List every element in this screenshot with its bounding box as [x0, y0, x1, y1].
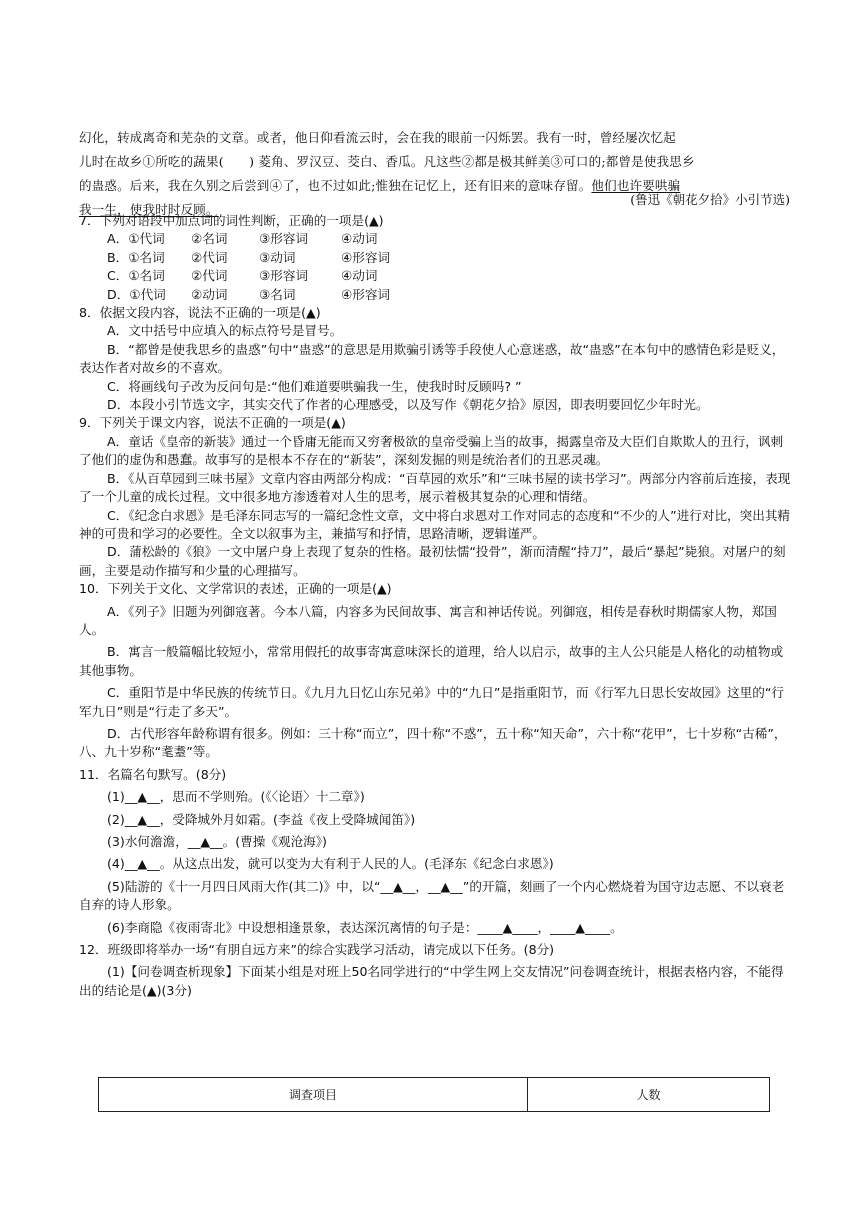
question-9-stem: 9．下列关于课文内容，说法不正确的一项是(▲) — [79, 415, 346, 431]
q11-item-1: (1)__▲__，思而不学则殆。(《〈论语〉十二章》) — [107, 789, 365, 805]
passage-line: 儿时在故乡①所吃的蔬果( ) 菱角、罗汉豆、茭白、香瓜。凡这些②都是极其鲜美③可口的;都曾是使我思乡 — [79, 154, 695, 169]
q8-option-b: B．“都曾是使我思乡的蛊惑”句中“蛊惑”的意思是用欺骗引诱等手段使人心意迷惑，故“蛊惑”在本句中的感情色彩是贬义，表达作者对故乡的不喜欢。 — [79, 341, 785, 376]
q8-option-a: A．文中括号中应填入的标点符号是冒号。 — [107, 323, 343, 339]
table-header-row — [99, 1078, 770, 1112]
question-7-stem: 7．下列对语段中加点词的词性判断，正确的一项是(▲) — [79, 213, 384, 228]
question-11-stem: 11．名篇名句默写。(8分) — [79, 766, 227, 782]
table-header-cell: 调查项目 — [99, 1078, 528, 1112]
q7-option-c: C．①名词 ②代词 ③形容词 ④动词 — [107, 268, 378, 284]
q8-option-d: D．本段小引节选文字，其实交代了作者的心理感受，以及写作《朝花夕拾》原因，即表明要回忆少年时光。 — [107, 397, 709, 413]
q11-item-5: (5)陆游的《十一月四日风雨大作(其二)》中，以“__▲__，__▲__”的开篇，刻画了一个内心燃烧着为国守边志愿、不以衰老自弃的诗人形象。 — [79, 878, 785, 913]
q7-option-b: B．①名词 ②代词 ③动词 ④形容词 — [107, 249, 391, 265]
table-header-cell: 人数 — [528, 1078, 770, 1112]
underlined-sentence: 他们也许要哄骗 — [591, 178, 681, 193]
q11-item-2: (2)__▲__，受降城外月如霜。(李益《夜上受降城闻笛》) — [107, 811, 416, 827]
q10-option-c: C．重阳节是中华民族的传统节日。《九月九日忆山东兄弟》中的“九日”是指重阳节，而《行军九日思长安故园》这里的“行军九日”则是“行走了多天”。 — [79, 685, 784, 719]
question-8-stem: 8．依据文段内容，说法不正确的一项是(▲) — [79, 305, 321, 321]
q11-item-3: (3)水何澹澹，__▲__。(曹操《观沧海》) — [107, 834, 327, 849]
q10-option-a: A．《列子》旧题为列御寇著。今本八篇，内容多为民间故事、寓言和神话传说。列御寇，相传是春秋时期儒家人物，郑国人。 — [79, 603, 777, 637]
q9-option-d: D．蒲松龄的《狼》一文中屠户身上表现了复杂的性格。最初怯懦“投骨”，渐而清醒“持刀”，最后“暴起”毙狼。对屠户的刻画，主要是动作描写和少量的心理描写。 — [79, 544, 786, 578]
q12-sub-1: (1)【问卷调查析现象】下面某小组是对班上50名同学进行的“中学生网上交友情况”问卷调查统计，根据表格内容，不能得出的结论是(▲)(3分) — [79, 964, 784, 998]
question-10-stem: 10．下列关于文化、文学常识的表述，正确的一项是(▲) — [79, 581, 392, 597]
q9-option-c: C．《纪念白求恩》是毛泽东同志写的一篇纪念性文章，文中将白求恩对工作对同志的态度和“不少的人”进行对比，突出其精神的可贵和学习的必要性。全文以叙事为主，兼描写和抒情，思路清晰，逻辑谨严。 — [79, 507, 791, 541]
q10-option-d: D．古代形容年龄称谓有很多。例如：三十称“而立”，四十称“不惑”，五十称“知天命”，六十称“花甲”，七十岁称“古稀”，八、九十岁称“耄耋”等。 — [79, 725, 787, 760]
passage-line: 的蛊惑。后来，我在久别之后尝到④了，也不过如此;惟独在记忆上，还有旧来的意味存留。他们也许要哄骗 — [79, 178, 681, 193]
survey-table — [98, 1077, 770, 1112]
q10-option-b: B．寓言一般篇幅比较短小，常常用假托的故事寄寓意味深长的道理，给人以启示，故事的主人公只能是人格化的动植物或其他事物。 — [79, 644, 784, 678]
q11-item-6: (6)李商隐《夜雨寄北》中设想相逢景象，表达深沉离情的句子是：____▲____，____▲____。 — [107, 919, 623, 935]
q7-option-d: D．①代词 ②动词 ③名词 ④形容词 — [107, 286, 391, 302]
passage-source: (鲁迅《朝花夕拾》小引节选) — [630, 192, 790, 207]
q11-item-4: (4)__▲__。从这点出发，就可以变为大有利于人民的人。(毛泽东《纪念白求恩》) — [107, 856, 554, 872]
q9-option-a: A．童话《皇帝的新装》通过一个昏庸无能而又穷奢极欲的皇帝受骗上当的故事，揭露皇帝及大臣们自欺欺人的丑行，讽刺了他们的虚伪和愚蠢。故事写的是根本不存在的“新装”，深刻发掘的则是统治者们的丑恶灵魂。 — [79, 433, 784, 468]
passage-line: 幻化，转成离奇和芜杂的文章。或者，他日仰看流云时，会在我的眼前一闪烁罢。我有一时，曾经屡次忆起 — [79, 130, 676, 145]
question-12-stem: 12．班级即将举办一场“有朋自远方来”的综合实践学习活动，请完成以下任务。(8分) — [79, 942, 555, 958]
underlined-sentence: 我一生，使我时时反顾。 — [79, 202, 219, 217]
q9-option-b: B．《从百草园到三味书屋》文章内容由两部分构成：“百草园的欢乐”和“三味书屋的读书学习”。两部分内容前后连接，表现了一个儿童的成长过程。文中很多地方渗透着对人生的思考，展示着极其复杂的心理和情绪。 — [79, 470, 791, 505]
q7-option-a: A．①代词 ②名词 ③形容词 ④动词 — [107, 231, 378, 247]
questions — [79, 212, 791, 1000]
q8-option-c: C．将画线句子改为反问句是:“他们难道要哄骗我一生，使我时时反顾吗? ” — [107, 378, 522, 394]
